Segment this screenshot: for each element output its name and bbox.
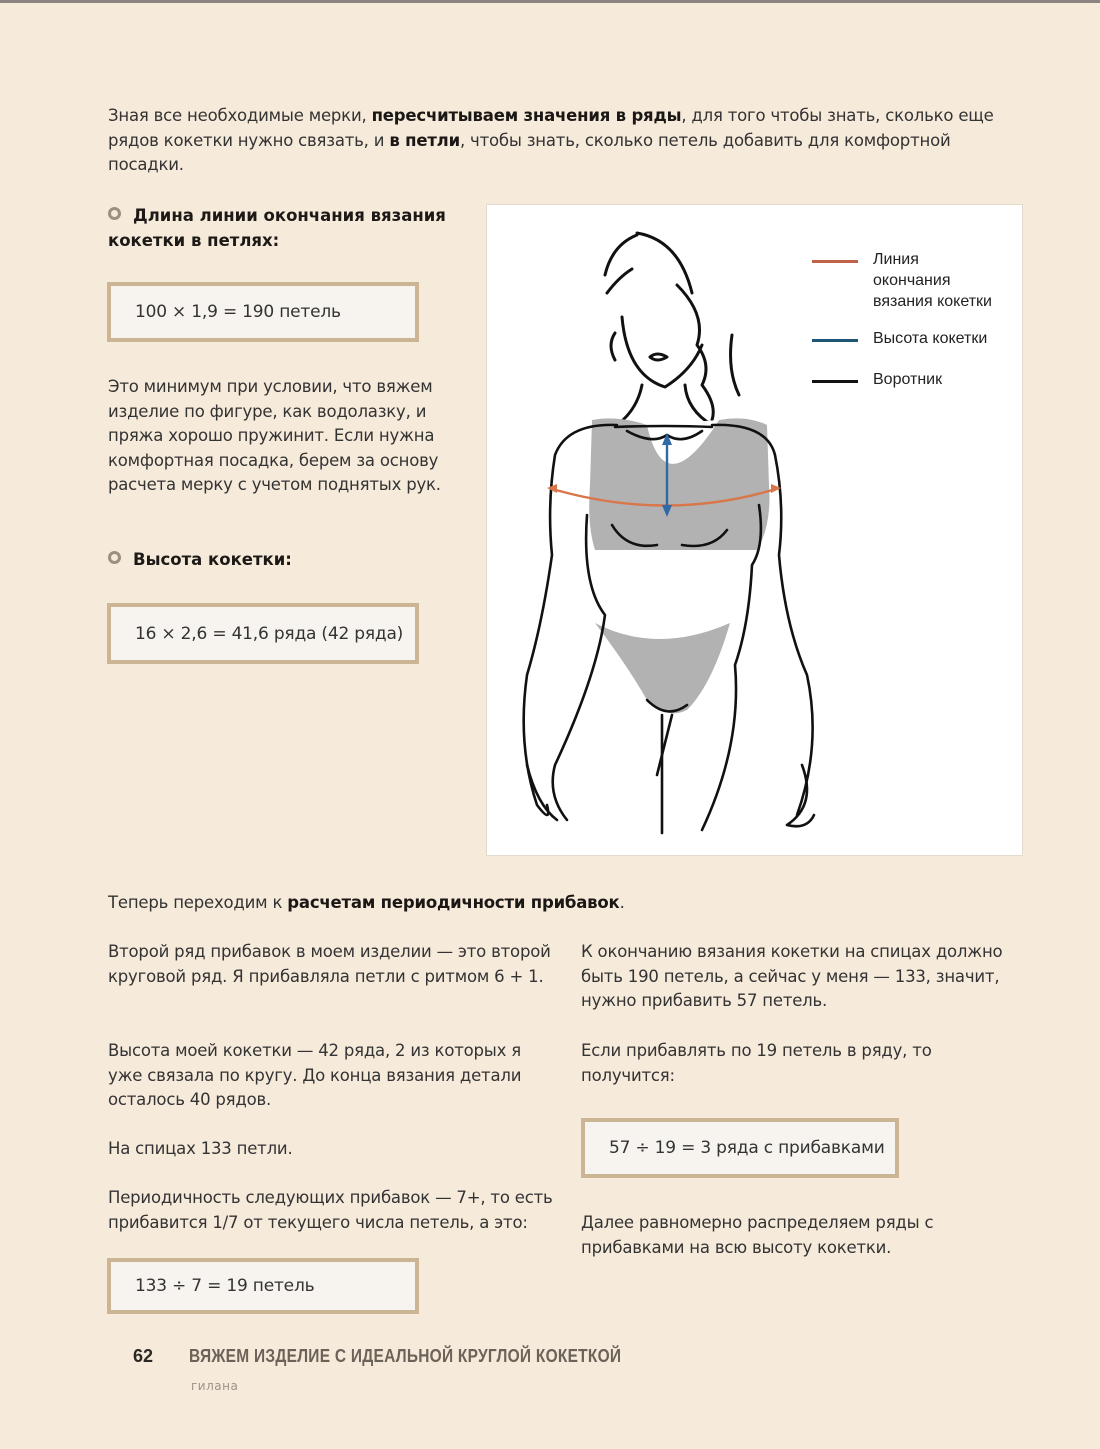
legend-swatch-blue (812, 339, 858, 342)
right-paragraph-2: Если прибавлять по 19 петель в ряду, то получится: (581, 1041, 932, 1085)
hair-wave (677, 285, 713, 420)
face-outline (622, 317, 702, 387)
formula-box-increase-rows (581, 1118, 899, 1178)
bullet-circle-icon (108, 551, 121, 564)
garment-bottom (595, 623, 730, 713)
intro-bold-2: в петли (389, 130, 460, 150)
heading-line-1: Длина линии окончания вязания (133, 206, 446, 225)
formula-text: 57 ÷ 19 = 3 ряда с прибавками (609, 1138, 885, 1158)
legend-item-yoke-end (812, 249, 998, 312)
bullet-circle-icon (108, 207, 121, 220)
body-measurement-figure (486, 204, 1023, 856)
intro-text-1: Зная все необходимые мерки, (108, 106, 372, 125)
formula-text: 16 × 2,6 = 41,6 ряда (42 ряда) (135, 623, 404, 644)
formula-text: 100 × 1,9 = 190 петель (135, 302, 341, 322)
formula-box-increase-per-row (107, 1258, 419, 1314)
intro-text-2: , для того чтобы знать, сколько еще рядов кокетки нужно связать, и (108, 106, 994, 150)
intro-bold-1: пересчитываем значения в ряды (371, 106, 682, 125)
legend-item-yoke-height (812, 328, 1013, 349)
intro-text-3: , чтобы знать, сколько петель добавить для комфортной посадки. (108, 130, 951, 174)
lips (650, 354, 667, 360)
legend-label: Воротник (873, 371, 943, 388)
hair-stroke (607, 269, 632, 293)
heading-text: Высота кокетки: (133, 550, 292, 569)
hair-stroke (637, 233, 692, 293)
heading-line-2: кокетки в петлях: (108, 231, 280, 250)
page-number: 62 (133, 1346, 154, 1366)
legend-item-collar (812, 369, 1013, 390)
formula-box-yoke-height (107, 603, 419, 664)
left-paragraph-1: Второй ряд прибавок в моем изделии — это второй круговой ряд. Я прибавляла петли с ритмом 6 + 1. (108, 942, 551, 986)
transition-paragraph (108, 891, 1008, 916)
ear (611, 333, 615, 360)
watermark: гилана (191, 1379, 239, 1393)
left-paragraph-4: Периодичность следующих прибавок — 7+, то есть прибавится 1/7 от текущего числа петель, а это: (108, 1188, 553, 1232)
neck-right (685, 385, 712, 425)
left-paragraph-2: Высота моей кокетки — 42 ряда, 2 из которых я уже связала по кругу. До конца вязания детали осталось 40 рядов. (108, 1041, 522, 1109)
right-paragraph-3: Далее равномерно распределяем ряды с прибавками на всю высоту кокетки. (581, 1213, 934, 1257)
right-paragraph-1: К окончанию вязания кокетки на спицах должно быть 190 петель, а сейчас у меня — 133, значит, нужно прибавить 57 петель. (581, 942, 1003, 1010)
collar-line (615, 426, 712, 427)
hair-wave (731, 335, 739, 395)
legend-label: Линия окончания вязания кокетки (873, 251, 992, 310)
note-paragraph: Это минимум при условии, что вяжем изделие по фигуре, как водолазку, и пряжа хорошо пружинит. Если нужна комфортная посадка, берем за основу расчета мерку с учетом поднятых рук. (108, 377, 441, 494)
transition-bold: расчетам периодичности прибавок (287, 893, 620, 912)
intro-paragraph (108, 104, 1008, 178)
neck-left (617, 385, 642, 425)
transition-text-2: . (619, 893, 625, 912)
legend-swatch-red (812, 260, 858, 263)
legend-label: Высота кокетки (873, 330, 988, 347)
left-torso (553, 515, 605, 820)
transition-text-1: Теперь переходим к (108, 893, 288, 912)
top-edge (0, 0, 1100, 3)
section-heading-yoke-height (108, 547, 458, 572)
section-heading-yoke-length (108, 203, 458, 253)
formula-text: 133 ÷ 7 = 19 петель (135, 1276, 315, 1296)
leg-inner-line-2 (657, 715, 672, 775)
left-paragraph-3: На спицах 133 петли. (108, 1139, 293, 1158)
legend-swatch-black (812, 380, 858, 383)
formula-box-yoke-length (107, 282, 419, 342)
right-hand (787, 765, 814, 826)
chapter-title: ВЯЖЕМ ИЗДЕЛИЕ С ИДЕАЛЬНОЙ КРУГЛОЙ КОКЕТКОЙ (189, 1346, 622, 1366)
